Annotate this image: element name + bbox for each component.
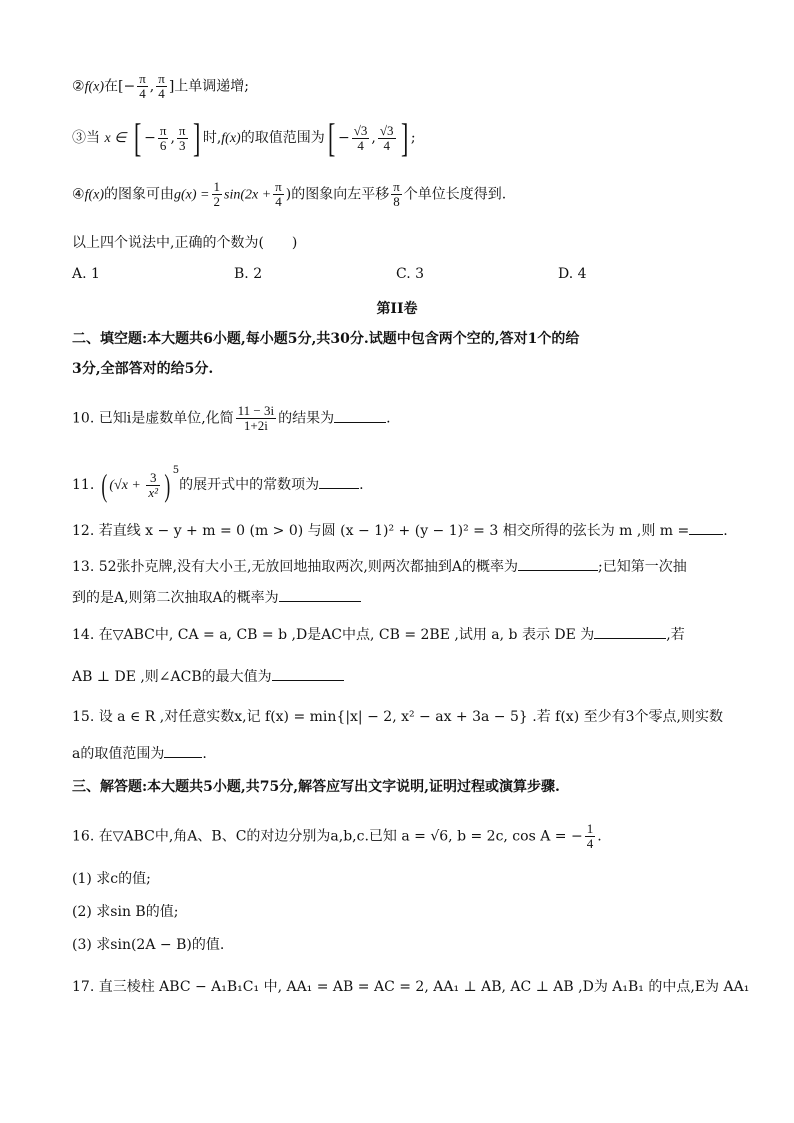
option-a: A. 1 [72, 266, 100, 282]
answer-blank[interactable] [272, 668, 344, 681]
fraction: $\frac{1}{4}$ [586, 821, 594, 851]
q9-statement-4: ④f(x)的图象可由g(x) = $\frac{1}{2}$ sin(2x + $\frac{\pi}{4}$ )的图象向左平移 $\frac{\pi}{8}$ 个单位长度得到. [72, 179, 507, 209]
part-title: 第II卷 [376, 301, 418, 317]
question-15-line1: 15. 设 a ∈ R ,对任意实数x,记 f(x) = min{|x| − 2, x² − ax + 3a − 5} .若 f(x) 至少有3个零点,则实数 [72, 709, 723, 725]
left-bracket: [ [133, 115, 142, 160]
answer-blank[interactable] [518, 558, 598, 571]
question-10: 10. 已知i是虚数单位,化简 $\frac{11 - 3i}{1+2i}$ 的结果为 . [72, 403, 391, 433]
question-13-line1: 13. 52张扑克牌,没有大小王,无放回地抽取两次,则两次都抽到A的概率为 ;已知第一次抽 [72, 559, 687, 575]
fraction: $\frac{11 - 3i}{1+2i}$ [237, 403, 275, 433]
answer-blank[interactable] [594, 626, 666, 639]
fraction: $\frac{√3}{4}$ [353, 122, 368, 153]
fraction: $\frac{3}{\text{x²}}$ [148, 469, 159, 500]
q9-statement-3: ③当 x ∈ [ − $\frac{\pi}{6}$ , $\frac{\pi}{3}$ ] 时,f(x)的取值范围为[ − $\frac{√3}{4}$ , $\frac{√3}{4}$ ] ; [72, 115, 416, 160]
fraction: $\frac{\pi}{4}$ [139, 71, 146, 101]
question-11: 11. ( (√x + $\frac{3}{\text{x²}}$ ) $^5$的展开式中的常数项为 . [72, 465, 364, 503]
fraction: $\frac{√3}{4}$ [379, 122, 394, 153]
option-d: D. 4 [558, 266, 587, 282]
fraction: $\frac{\pi}{6}$ [159, 122, 167, 153]
question-17: 17. 直三棱柱 ABC − A₁B₁C₁ 中, AA₁ = AB = AC = 2, AA₁ ⊥ AB, AC ⊥ AB ,D为 A₁B₁ 的中点,E为 AA₁ [72, 979, 750, 995]
fraction: $\frac{\pi}{8}$ [393, 179, 400, 209]
fraction: $\frac{\pi}{3}$ [178, 122, 186, 153]
fraction: $\frac{\pi}{4}$ [158, 71, 165, 101]
section-3-heading: 三、解答题:本大题共5小题,共75分,解答应写出文字说明,证明过程或演算步骤. [72, 779, 560, 795]
question-14-line2: AB ⊥ DE ,则∠ACB的最大值为 [72, 668, 344, 686]
right-paren: ) [164, 467, 171, 503]
answer-blank[interactable] [319, 476, 359, 489]
option-b: B. 2 [234, 266, 263, 282]
left-paren: ( [101, 467, 107, 503]
answer-blank[interactable] [279, 589, 361, 602]
question-12: 12. 若直线 x − y + m = 0 (m > 0) 与圆 (x − 1)² + (y − 1)² = 3 相交所得的弦长为 m ,则 m = . [72, 523, 728, 539]
answer-blank[interactable] [334, 410, 386, 423]
question-15-line2: a的取值范围为 . [72, 746, 207, 762]
section-2-heading-line2: 3分,全部答对的给5分. [72, 361, 214, 377]
question-16-part-1: (1) 求c的值; [72, 871, 151, 887]
question-16: 16. 在▽ABC中,角A、B、C的对边分别为a,b,c.已知 a = √6, b = 2c, cos A = − $\frac{1}{4}$ . [72, 821, 602, 851]
question-14-line1: 14. 在▽ABC中, CA = a, CB = b ,D是AC中点, CB = 2BE ,试用 a, b 表示 DE 为 ,若 [72, 627, 685, 643]
right-bracket: ] [400, 115, 408, 160]
left-bracket: [ [327, 115, 336, 160]
answer-blank[interactable] [164, 745, 202, 758]
q9-statement-2: ②f(x)在[− $\frac{\pi}{4}$ , $\frac{\pi}{4}$ ]上单调递增; [72, 71, 249, 101]
answer-blank[interactable] [689, 522, 723, 535]
fraction: $\frac{1}{2}$ [213, 179, 220, 209]
question-16-part-3: (3) 求sin(2A − B)的值. [72, 937, 225, 953]
question-16-part-2: (2) 求sin B的值; [72, 904, 179, 920]
right-bracket: ] [192, 115, 200, 160]
section-2-heading-line1: 二、填空题:本大题共6小题,每小题5分,共30分.试题中包含两个空的,答对1个的给 [72, 331, 580, 347]
q9-question: 以上四个说法中,正确的个数为( ) [72, 235, 298, 251]
question-13-line2: 到的是A,则第二次抽取A的概率为 [72, 589, 361, 607]
option-c: C. 3 [396, 266, 425, 282]
fraction: $\frac{\pi}{4}$ [275, 179, 282, 209]
